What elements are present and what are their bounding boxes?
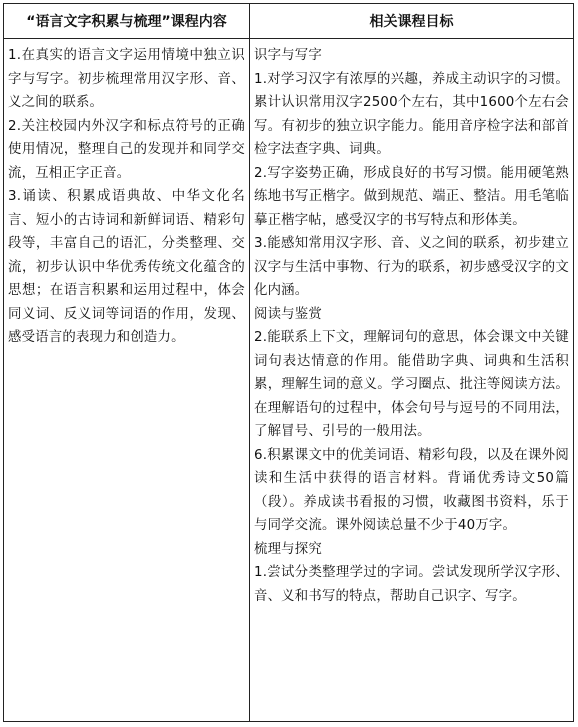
content-item-3: 3.诵读、积累成语典故、中华文化名言、短小的古诗词和新鲜词语、精彩句段等，丰富自己的语汇，分类整理、交流，初步认识中华优秀传统文化蕴含的思想；在语言积累和运用过程中，体会同义词、反义词等词语的作用，发现、感受语言的表现力和创造力。 xyxy=(8,189,245,345)
course-content-cell xyxy=(4,39,250,722)
course-goals-cell xyxy=(250,39,574,722)
section-title-reading: 阅读与鉴赏 xyxy=(254,306,322,322)
section-title-exploration: 梳理与探究 xyxy=(254,541,322,557)
curriculum-table-container xyxy=(3,3,573,722)
table-row xyxy=(4,39,574,722)
curriculum-table xyxy=(3,3,574,722)
exploration-goal-1: 1.尝试分类整理学过的字词。尝试发现所学汉字形、音、义和书写的特点，帮助自己识字、写字。 xyxy=(254,565,569,604)
literacy-goal-2: 2.写字姿势正确，形成良好的书写习惯。能用硬笔熟练地书写正楷字。做到规范、端正、整洁。用毛笔临摹正楷字帖，感受汉字的书写特点和形体美。 xyxy=(254,165,569,228)
header-course-goals: 相关课程目标 xyxy=(250,4,574,39)
literacy-goal-3: 3.能感知常用汉字形、音、义之间的联系，初步建立汉字与生活中事物、行为的联系，初步感受汉字的文化内涵。 xyxy=(254,236,569,298)
content-item-2: 2.关注校园内外汉字和标点符号的正确使用情况，整理自己的发现并和同学交流，互相正字正音。 xyxy=(8,118,245,181)
header-course-content: “语言文字积累与梳理”课程内容 xyxy=(4,4,250,39)
reading-goal-2: 2.能联系上下文，理解词句的意思，体会课文中关键词句表达情意的作用。能借助字典、词典和生活积累，理解生词的意义。学习圈点、批注等阅读方法。在理解语句的过程中，体会句号与逗号的不同用法，了解冒号、引号的一般用法。 xyxy=(254,330,569,439)
table-header-row xyxy=(4,4,574,39)
content-item-1: 1.在真实的语言文字运用情境中独立识字与写字。初步梳理常用汉字形、音、义之间的联系。 xyxy=(8,48,245,110)
literacy-goal-1: 1.对学习汉字有浓厚的兴趣，养成主动识字的习惯。累计认识常用汉字2500个左右，其中1600个左右会写。有初步的独立识字能力。能用音序检字法和部首检字法查字典、词典。 xyxy=(254,71,569,157)
section-title-literacy: 识字与写字 xyxy=(254,48,322,63)
reading-goal-6: 6.积累课文中的优美词语、精彩句段，以及在课外阅读和生活中获得的语言材料。背诵优秀诗文50篇（段）。养成读书看报的习惯，收藏图书资料，乐于与同学交流。课外阅读总量不少于40万字。 xyxy=(254,447,569,533)
